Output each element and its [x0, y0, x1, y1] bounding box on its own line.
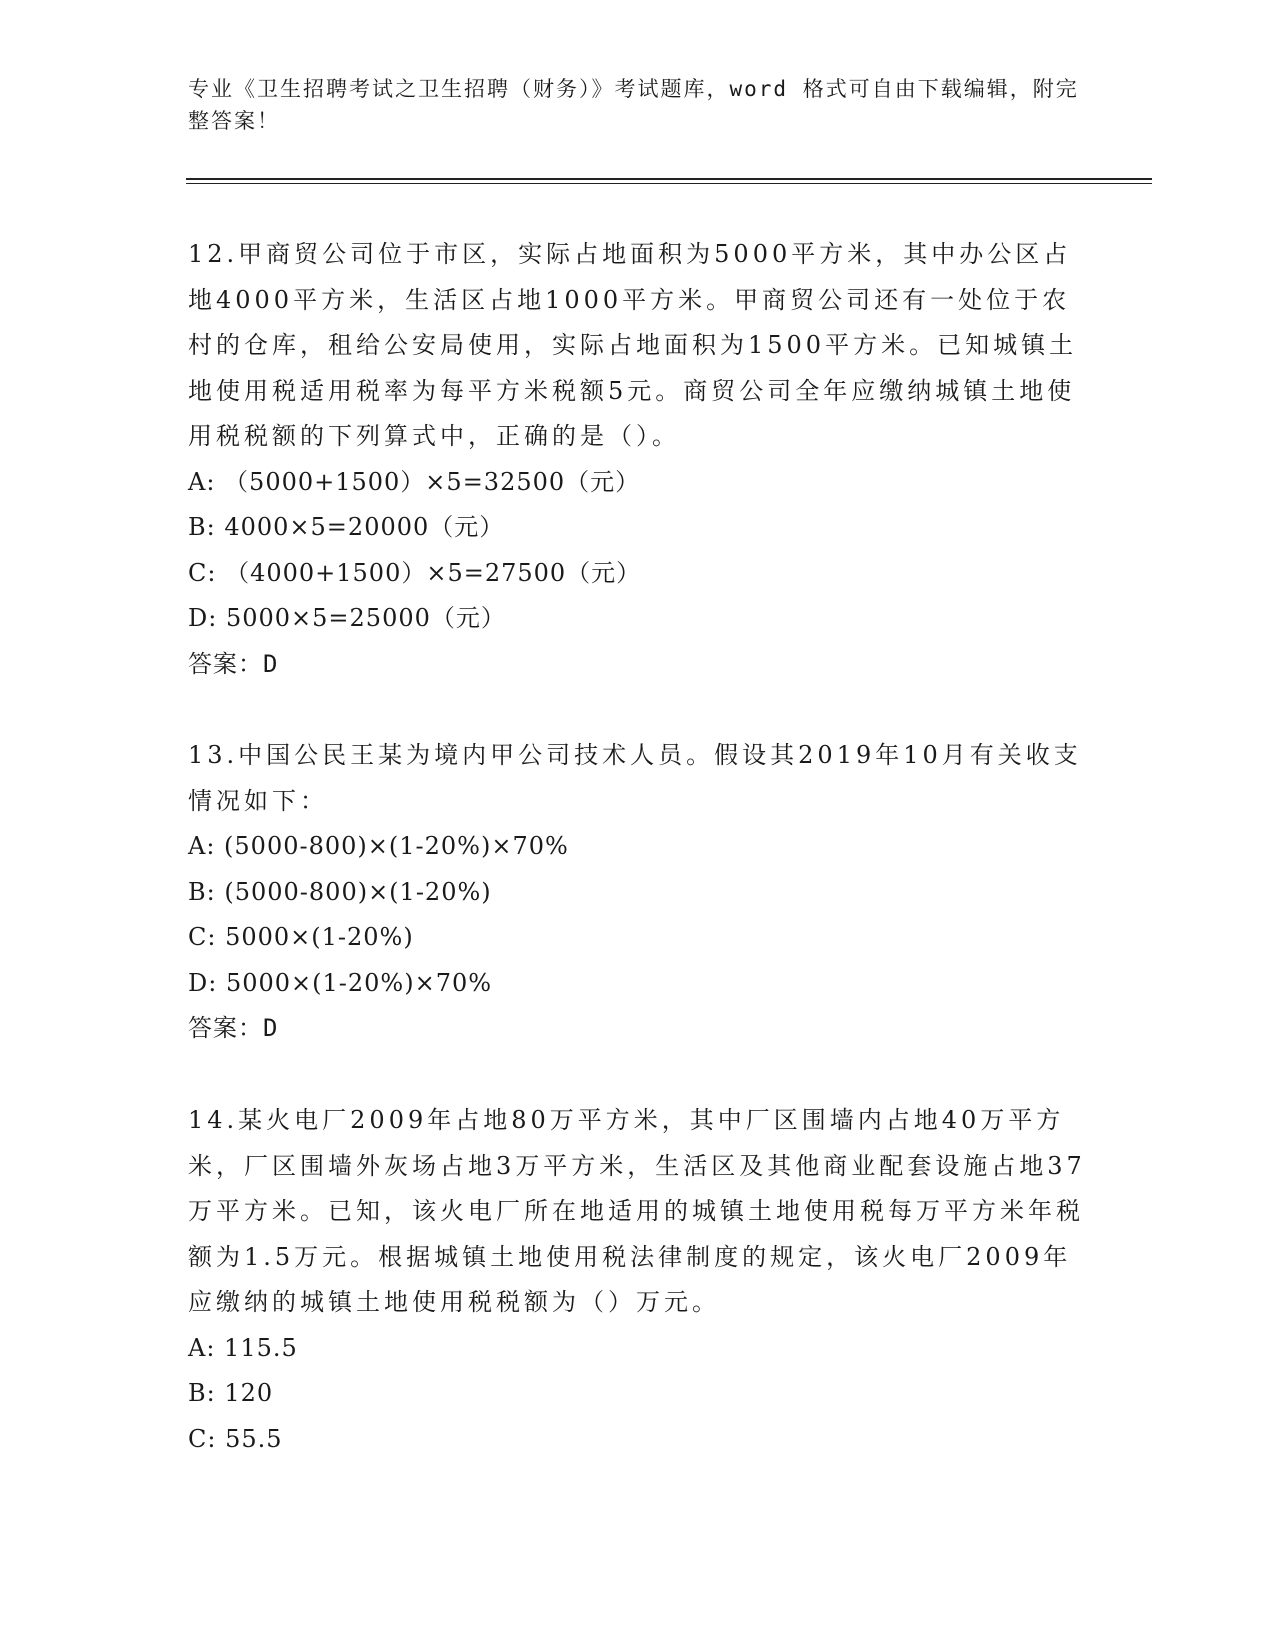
option-b: B: 4000×5=20000（元） [188, 513, 505, 541]
header-divider-secondary [186, 183, 1152, 184]
option-d: D: 5000×5=25000（元） [188, 604, 506, 632]
question-12 [188, 232, 1088, 687]
option-a: A: (5000-800)×(1-20%)×70% [188, 832, 569, 860]
option-a: A: （5000+1500）×5=32500（元） [188, 467, 641, 496]
document-header: 专业《卫生招聘考试之卫生招聘（财务）》考试题库，word 格式可自由下载编辑，附完整答案！ [188, 77, 1079, 133]
option-b: B: (5000-800)×(1-20%) [188, 877, 492, 906]
answer-label: 答案：D [188, 1014, 279, 1042]
question-stem: 14.某火电厂2009年占地80万平方米，其中厂区围墙内占地40万平方米，厂区围墙外灰场占地3万平方米，生活区及其他商业配套设施占地37万平方米。已知，该火电厂所在地适用的城镇土地使用税每万平方米年税额为1.5万元。根据城镇土地使用税法律制度的规定，该火电厂2009年应缴纳的城镇土地使用税税额为（）万元。 [188, 1106, 1086, 1316]
question-stem: 13.中国公民王某为境内甲公司技术人员。假设其2019年10月有关收支情况如下： [188, 741, 1082, 815]
option-c: C: （4000+1500）×5=27500（元） [188, 558, 642, 587]
option-c: C: 5000×(1-20%) [188, 923, 414, 951]
header-divider [186, 178, 1152, 180]
question-14 [188, 1098, 1088, 1462]
option-b: B: 120 [188, 1379, 274, 1407]
option-d: D: 5000×(1-20%)×70% [188, 968, 493, 997]
option-c: C: 55.5 [188, 1424, 283, 1453]
answer-label: 答案：D [188, 649, 279, 678]
question-13 [188, 733, 1088, 1052]
question-stem: 12.甲商贸公司位于市区，实际占地面积为5000平方米，其中办公区占地4000平方米，生活区占地1000平方米。甲商贸公司还有一处位于农村的仓库，租给公安局使用，实际占地面积为1500平方米。已知城镇土地使用税适用税率为每平方米税额5元。商贸公司全年应缴纳城镇土地使用税税额的下列算式中，正确的是（）。 [188, 240, 1078, 450]
option-a: A: 115.5 [188, 1333, 298, 1362]
